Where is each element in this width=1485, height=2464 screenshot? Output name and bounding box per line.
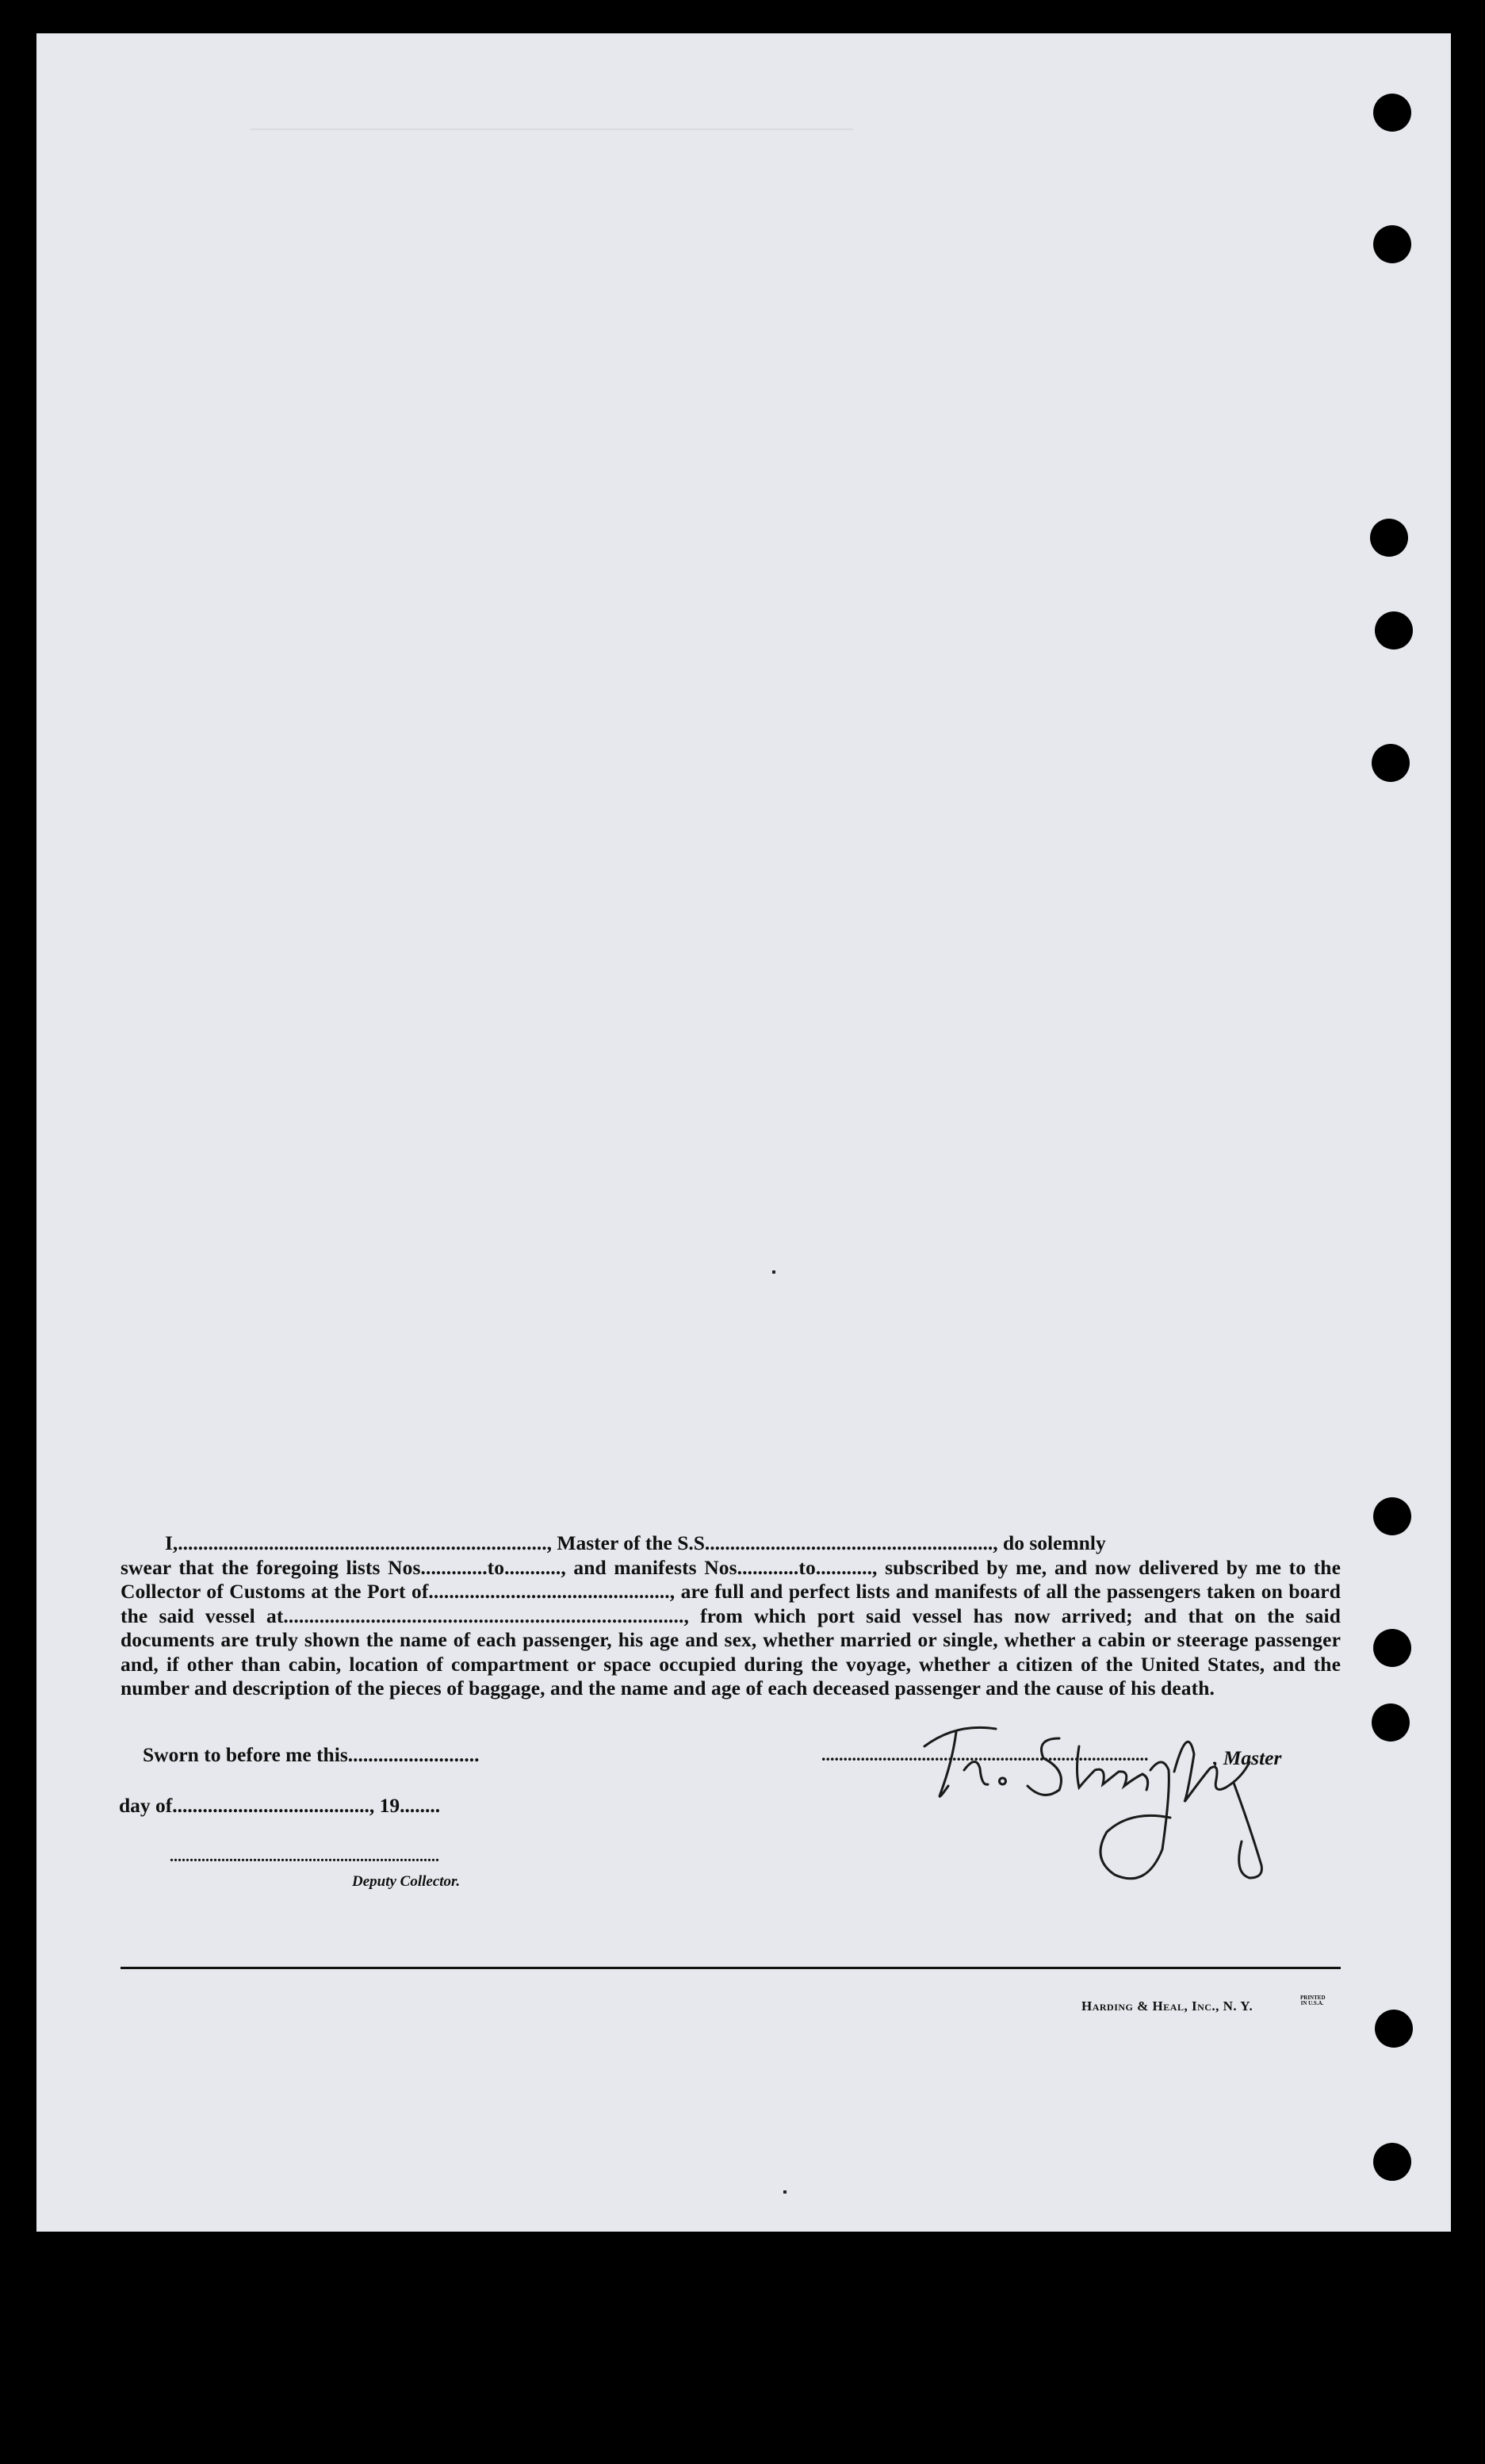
collector-signature-dots: .................................................................... [170, 1848, 439, 1865]
punch-hole [1375, 611, 1413, 650]
punch-hole [1373, 1629, 1411, 1667]
punch-hole [1372, 1703, 1410, 1742]
deputy-collector-label: Deputy Collector. [352, 1873, 461, 1890]
bleed-through-text [251, 128, 853, 178]
printed-in-usa-mark: PRINTED IN U.S.A. [1300, 1995, 1326, 2006]
punch-hole [1372, 744, 1410, 782]
punch-hole [1373, 225, 1411, 263]
master-handwritten-signature [909, 1691, 1289, 1905]
sworn-to-line: Sworn to before me this.......................... [143, 1743, 480, 1766]
speck [783, 2190, 787, 2194]
oath-body: swear that the foregoing lists Nos.............to..........., and manifests Nos............to..........., subscribed by me, and now delivered by me to the Collector of Customs at the Port of..............................................., are full and perfect lists and manifests of all the passengers taken on board the said vessel at.............................................................................., from which port said vessel has now arrived; and that on the said documents are truly shown the name of each passenger, his age and sex, whether married or single, whether a cabin or steerage passenger and, if other than cabin, location of compartment or space occupied during the voyage, whether a citizen of the United States, and the number and description of the pieces of baggage, and the name and age of each deceased passenger and the cause of his death. [121, 1555, 1341, 1700]
bottom-rule [121, 1967, 1341, 1969]
punch-hole [1373, 1497, 1411, 1535]
punch-hole [1370, 519, 1408, 557]
printer-credit: Harding & Heal, Inc., N. Y. [1081, 1998, 1253, 2014]
speck [772, 1270, 775, 1274]
form-page [36, 33, 1451, 2232]
punch-hole [1373, 2143, 1411, 2181]
master-label: , Master [1213, 1746, 1282, 1769]
oath-first-line: I,........................................................................., Master of the S.S........................................................., do solemnly [165, 1531, 1106, 1554]
punch-hole [1375, 2010, 1413, 2048]
master-signature-dots: ........................................................................... [821, 1745, 1149, 1765]
day-of-line: day of......................................., 19........ [119, 1794, 441, 1817]
oath-paragraph [121, 1531, 1341, 1701]
punch-hole [1373, 94, 1411, 132]
